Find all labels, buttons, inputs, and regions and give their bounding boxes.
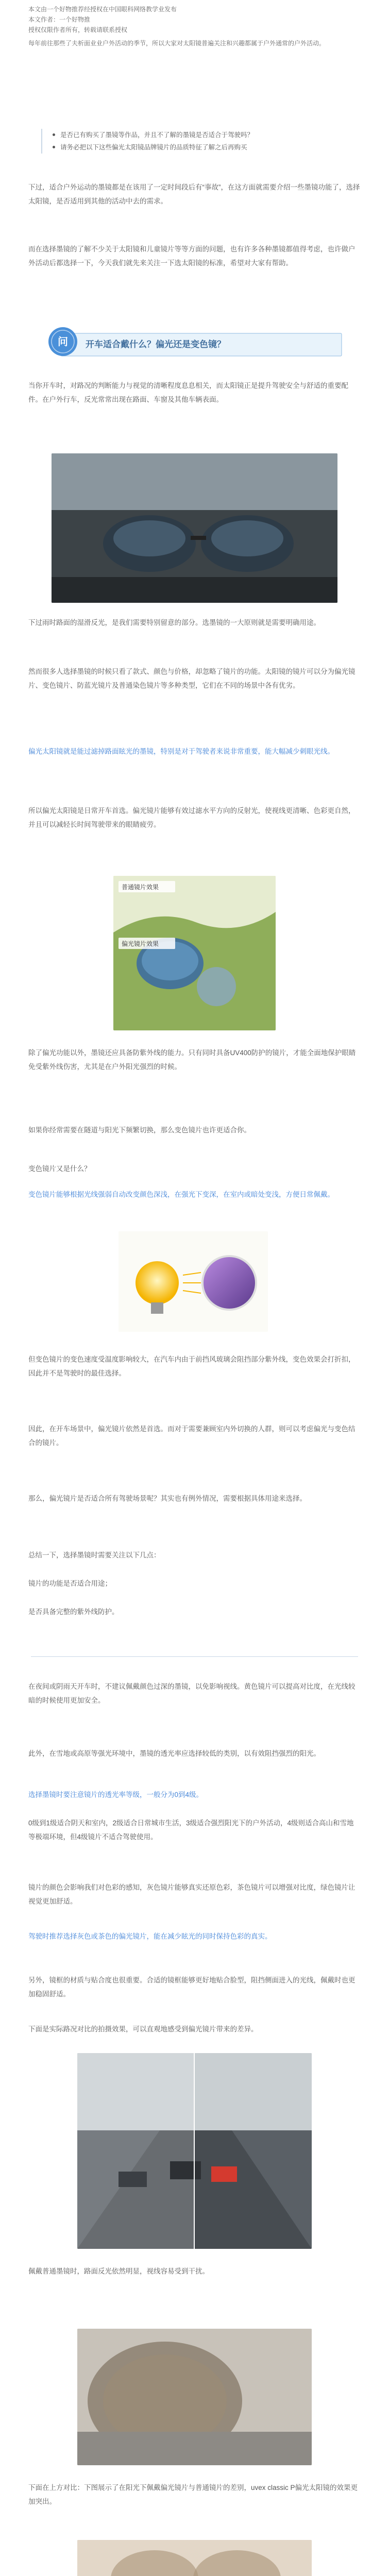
intro-line-3: 授权仅限作者所有，转载请联系授权 bbox=[28, 26, 128, 33]
caption-1 bbox=[28, 2264, 361, 2278]
photo-highway-comparison bbox=[77, 2053, 312, 2249]
lens-label-polar: 偏光镜片效果 bbox=[122, 940, 159, 947]
paragraph-7 bbox=[28, 1046, 361, 1074]
para13-text: 镜片的功能是否适合用途； bbox=[28, 1580, 112, 1587]
para5-text: 然而很多人选择墨镜的时候只看了款式、颜色与价格，却忽略了镜片的功能。太阳镜的镜片可以分为偏光镜片、变色镜片、防蓝光镜片及普通染色镜片等多种类型，它们在不同的场景中各有优劣。 bbox=[28, 668, 356, 689]
bullet-list bbox=[41, 129, 354, 154]
paragraph-11 bbox=[28, 1492, 361, 1505]
section-divider bbox=[31, 1656, 358, 1657]
blue-paragraph-1 bbox=[28, 744, 361, 758]
blue-para1-text: 偏光太阳镜就是能过滤掉路面眩光的墨镜，特别是对于驾驶者来说非常重要，能大幅减少刺眼光线。 bbox=[28, 748, 334, 755]
blue-paragraph-2 bbox=[28, 1188, 361, 1201]
paragraph-12 bbox=[28, 1548, 361, 1562]
caption1-text: 佩戴普通墨镜时，路面反光依然明显，视线容易受到干扰。 bbox=[28, 2267, 209, 2275]
intro-paragraph: 每年前往那些了夫析面业业户外活动的季节，所以大家对太阳镜普遍关注和兴趣都属于户外通常的户外活动。 bbox=[28, 40, 326, 47]
para1-text: 下过，适合户外运动的墨镜都是在该用了一定时间段后有“事故”，在这方面就需要介绍一些墨镜功能了，选择太阳镜，是否适用到其他的活动中去的需求。 bbox=[28, 183, 360, 205]
intro-block bbox=[28, 4, 361, 48]
s2-paragraph-3 bbox=[28, 1816, 361, 1844]
s2-para2-text: 此外，在雪地或高原等强光环境中，墨镜的透光率应选择较低的类别，以有效阻挡强烈的阳光。 bbox=[28, 1750, 320, 1757]
paragraph-4 bbox=[28, 616, 361, 630]
paragraph-3 bbox=[28, 379, 361, 406]
photochromic-diagram bbox=[119, 1231, 268, 1332]
s2-para3-text: 0级到1级适合阴天和室内，2级适合日常城市生活，3级适合强烈阳光下的户外活动，4级则适合高山和雪地等极端环境，但4级镜片不适合驾驶使用。 bbox=[28, 1819, 354, 1841]
bullet-dot-icon bbox=[53, 133, 55, 136]
s2-para4-text: 镜片的颜色会影响我们对色彩的感知，灰色镜片能够真实还原色彩，茶色镜片可以增强对比度，绿色镜片让视觉更加舒适。 bbox=[28, 1884, 356, 1905]
paragraph-14 bbox=[28, 1605, 361, 1619]
section-title-banner bbox=[45, 322, 344, 363]
bullet-item: 是否已有购买了墨镜等作品，并且不了解的墨镜是否适合于驾驶吗？ bbox=[45, 129, 354, 141]
s2-para5-text: 另外，镜框的材质与贴合度也很重要。合适的镜框能够更好地贴合脸型，阻挡侧面进入的光线，佩戴时也更加稳固舒适。 bbox=[28, 1976, 356, 1998]
paragraph-1 bbox=[28, 180, 361, 208]
photo-lens-compare-2 bbox=[77, 2540, 312, 2576]
s2-blue-para1-text: 选择墨镜时要注意镜片的透光率等级，一般分为0到4级。 bbox=[28, 1791, 204, 1799]
section-title-text: 开车适合戴什么？偏光还是变色镜？ bbox=[86, 340, 226, 349]
question-text: 变色镜片又是什么？ bbox=[28, 1165, 91, 1173]
question-badge-text: 问 bbox=[58, 336, 68, 348]
bullet-item: 请务必把以下这些偏光太阳镜品牌镜片的品质特征了解之后再购买 bbox=[45, 141, 354, 154]
s2-blue-paragraph-2 bbox=[28, 1929, 361, 1943]
s2-paragraph-4 bbox=[28, 1880, 361, 1908]
s2-para6-text: 下面是实际路况对比的拍摄效果，可以直观地感受到偏光镜片带来的差异。 bbox=[28, 2025, 258, 2033]
photo-road-through-lens bbox=[77, 2329, 312, 2465]
intro-line-1: 本文由一个好物推荐经授权在中国眼科网络教学业发布 bbox=[28, 6, 177, 13]
paragraph-9 bbox=[28, 1352, 361, 1380]
s2-paragraph-5 bbox=[28, 1973, 361, 2001]
para2-text: 而在选择墨镜的了解不少关于太阳镜和儿童镜片等等方面的问题，也有许多各种墨镜都值得考虑，也许做户外活动后都选择一下，今天我们就先来关注一下选太阳镜的标准，希望对大家有帮助。 bbox=[28, 245, 356, 267]
caption-3 bbox=[28, 2481, 361, 2509]
s2-paragraph-6 bbox=[28, 2022, 361, 2036]
photo-glasses-dashboard bbox=[52, 453, 337, 603]
intro-line-2: 本文作者：一个好物推 bbox=[28, 16, 91, 23]
s2-para1-text: 在夜间或阴雨天开车时，不建议佩戴颜色过深的墨镜，以免影响视线。黄色镜片可以提高对比度，在光线较暗的时候使用更加安全。 bbox=[28, 1683, 356, 1704]
paragraph-8 bbox=[28, 1123, 361, 1137]
question-line bbox=[28, 1162, 361, 1176]
s2-blue-para2-text: 驾驶时推荐选择灰色或茶色的偏光镜片，能在减少眩光的同时保持色彩的真实。 bbox=[28, 1933, 272, 1940]
paragraph-13 bbox=[28, 1577, 361, 1590]
para14-text: 是否具备完整的紫外线防护。 bbox=[28, 1608, 119, 1616]
s2-blue-paragraph-1 bbox=[28, 1788, 361, 1802]
banner-graphic bbox=[45, 322, 344, 363]
para12-text: 总结一下，选择墨镜时需要关注以下几点： bbox=[28, 1551, 161, 1559]
paragraph-2 bbox=[28, 242, 361, 270]
para6-text: 所以偏光太阳镜是日常开车首选。偏光镜片能够有效过滤水平方向的反射光，使视线更清晰、色彩更自然，并且可以减轻长时间驾驶带来的眼睛疲劳。 bbox=[28, 807, 356, 828]
lens-label-normal: 普通镜片效果 bbox=[122, 884, 159, 891]
photo-lens-comparison bbox=[113, 876, 276, 1030]
s2-paragraph-1 bbox=[28, 1680, 361, 1707]
blue-para2-text: 变色镜片能够根据光线强弱自动改变颜色深浅，在强光下变深，在室内或暗处变浅，方便日常佩戴。 bbox=[28, 1191, 334, 1198]
paragraph-6 bbox=[28, 804, 361, 832]
paragraph-10 bbox=[28, 1422, 361, 1450]
paragraph-5 bbox=[28, 665, 361, 692]
s2-paragraph-2 bbox=[28, 1747, 361, 1760]
para3-text: 当你开车时，对路况的判断能力与视觉的清晰程度息息相关，而太阳镜正是提升驾驶安全与舒适的重要配件。在户外行车，反光常常出现在路面、车窗及其他车辆表面。 bbox=[28, 382, 348, 403]
caption3-text: 下面在上方对比：下图展示了在阳光下佩戴偏光镜片与普通镜片的差别，uvex classic P偏光太阳镜的效果更加突出。 bbox=[28, 2484, 358, 2505]
para11-text: 那么，偏光镜片是否适合所有驾驶场景呢？其实也有例外情况，需要根据具体用途来选择。 bbox=[28, 1495, 307, 1502]
para7-text: 除了偏光功能以外，墨镜还应具备防紫外线的能力。只有同时具备UV400防护的镜片，才能全面地保护眼睛免受紫外线伤害，尤其是在户外阳光强烈的时候。 bbox=[28, 1049, 356, 1071]
para10-text: 因此，在开车场景中，偏光镜片依然是首选。而对于需要兼顾室内外切换的人群，则可以考虑偏光与变色结合的镜片。 bbox=[28, 1425, 356, 1447]
para4-text: 下过雨时路面的湿滑反光，是我们需要特别留意的部分。选墨镜的一大原则就是需要明确用途。 bbox=[28, 619, 320, 626]
para8-text: 如果你经常需要在隧道与阳光下频繁切换，那么变色镜片也许更适合你。 bbox=[28, 1126, 251, 1134]
bullet-dot-icon bbox=[53, 146, 55, 148]
sun-bulb-icon bbox=[136, 1261, 179, 1304]
para9-text: 但变色镜片的变色速度受温度影响较大，在汽车内由于前挡风玻璃会阻挡部分紫外线，变色效果会打折扣，因此并不是驾驶时的最佳选择。 bbox=[28, 1355, 356, 1377]
